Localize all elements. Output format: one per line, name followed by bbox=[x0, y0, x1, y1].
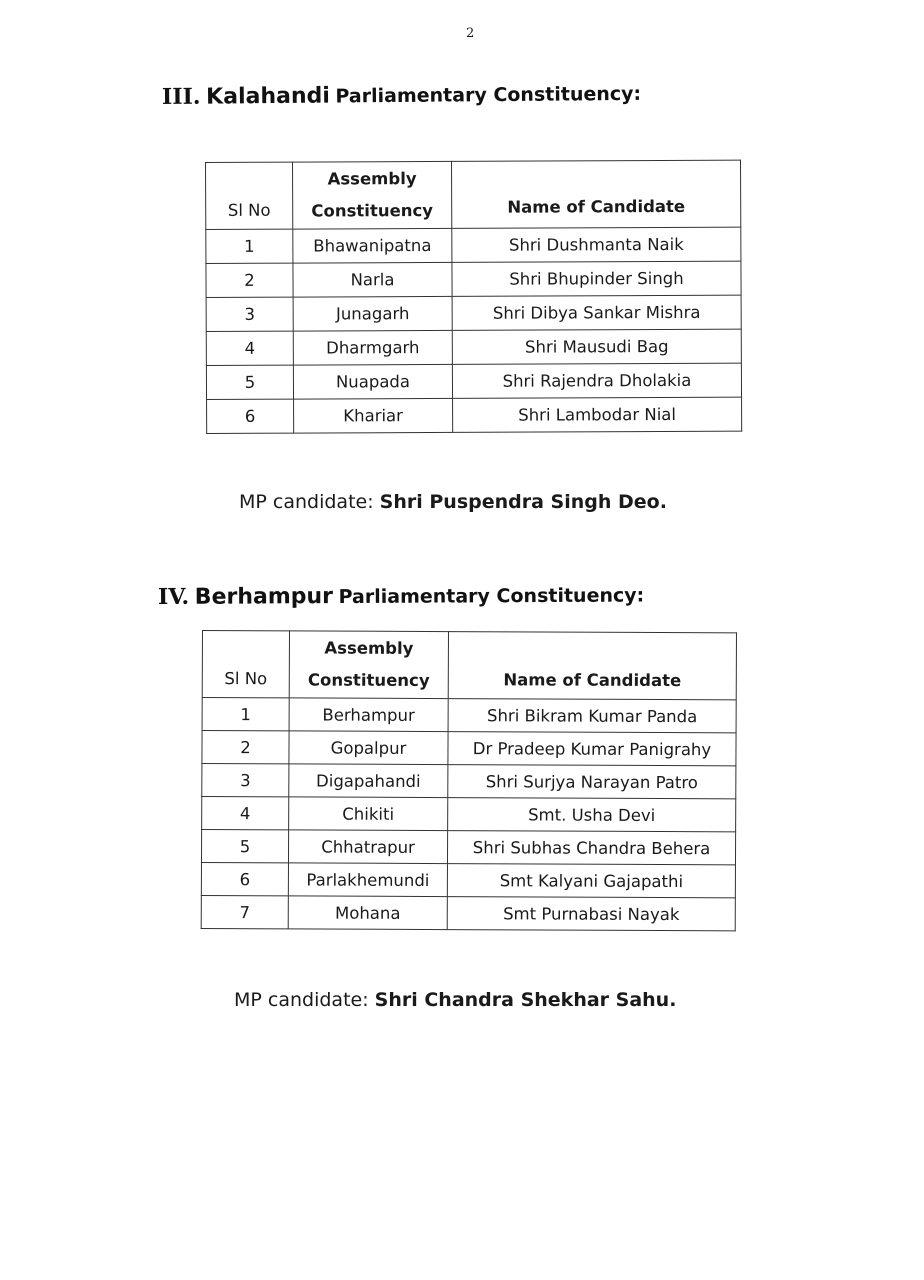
cell-sl-no: 6 bbox=[207, 399, 294, 433]
header-sl-no: Sl No bbox=[202, 631, 289, 698]
cell-candidate: Shri Subhas Chandra Behera bbox=[447, 831, 735, 865]
cell-candidate: Shri Mausudi Bag bbox=[452, 329, 741, 364]
table-row bbox=[207, 397, 742, 433]
cell-sl-no: 3 bbox=[202, 764, 289, 797]
cell-candidate: Shri Bhupinder Singh bbox=[452, 261, 741, 296]
header-line-1: Assembly bbox=[327, 169, 417, 189]
table-row bbox=[202, 731, 736, 766]
cell-sl-no: 4 bbox=[206, 331, 293, 365]
cell-candidate: Shri Rajendra Dholakia bbox=[452, 363, 741, 398]
table-row bbox=[202, 698, 736, 733]
mp-label: MP candidate: bbox=[234, 989, 369, 1011]
header-name-of-candidate: Name of Candidate bbox=[448, 632, 736, 700]
cell-sl-no: 2 bbox=[206, 263, 293, 297]
constituency-name: Berhampur bbox=[194, 584, 334, 610]
table-row bbox=[201, 830, 735, 865]
cell-sl-no: 1 bbox=[202, 698, 289, 731]
cell-sl-no: 2 bbox=[202, 731, 289, 764]
mp-candidate-kalahandi bbox=[239, 491, 667, 513]
table-row bbox=[206, 295, 741, 331]
cell-assembly: Chikiti bbox=[289, 797, 448, 831]
table-row bbox=[202, 797, 736, 832]
cell-sl-no: 3 bbox=[206, 297, 293, 331]
mp-name: Shri Chandra Shekhar Sahu. bbox=[374, 989, 677, 1011]
cell-assembly: Khariar bbox=[294, 398, 453, 433]
cell-candidate: Shri Dushmanta Naik bbox=[452, 227, 741, 262]
cell-candidate: Shri Lambodar Nial bbox=[453, 397, 742, 432]
cell-candidate: Smt Purnabasi Nayak bbox=[447, 897, 735, 931]
cell-sl-no: 5 bbox=[206, 365, 293, 399]
cell-assembly: Narla bbox=[293, 262, 452, 297]
header-name-of-candidate: Name of Candidate bbox=[451, 160, 740, 228]
mp-candidate-berhampur bbox=[234, 989, 676, 1011]
header-line-1: Assembly bbox=[324, 638, 414, 658]
cell-sl-no: 1 bbox=[206, 229, 293, 263]
header-line-2: Constituency bbox=[307, 670, 430, 690]
cell-assembly: Dharmgarh bbox=[293, 330, 452, 365]
page-number: 2 bbox=[466, 26, 475, 41]
header-line-2: Constituency bbox=[311, 201, 434, 221]
candidate-table-kalahandi bbox=[205, 160, 742, 434]
header-assembly-constituency bbox=[289, 631, 448, 699]
cell-candidate: Dr Pradeep Kumar Panigrahy bbox=[448, 732, 736, 766]
table-row bbox=[206, 329, 741, 365]
cell-candidate: Shri Dibya Sankar Mishra bbox=[452, 295, 741, 330]
constituency-type: Parliamentary Constituency: bbox=[335, 82, 642, 108]
cell-assembly: Junagarh bbox=[293, 296, 452, 331]
cell-assembly: Nuapada bbox=[293, 364, 452, 399]
cell-assembly: Digapahandi bbox=[289, 764, 448, 798]
cell-sl-no: 7 bbox=[201, 895, 288, 928]
table-row bbox=[206, 261, 741, 297]
table-row bbox=[206, 227, 741, 263]
constituency-type: Parliamentary Constituency: bbox=[338, 584, 645, 609]
table-row bbox=[201, 862, 735, 897]
table-header-row bbox=[202, 631, 736, 700]
header-assembly-constituency bbox=[293, 161, 452, 229]
mp-name: Shri Puspendra Singh Deo. bbox=[379, 491, 667, 513]
candidate-table-berhampur bbox=[201, 630, 737, 931]
cell-assembly: Berhampur bbox=[289, 698, 448, 732]
cell-candidate: Smt. Usha Devi bbox=[448, 798, 736, 832]
constituency-name: Kalahandi bbox=[206, 83, 330, 110]
cell-candidate: Smt Kalyani Gajapathi bbox=[447, 864, 735, 898]
cell-assembly: Chhatrapur bbox=[288, 830, 447, 864]
table-row bbox=[206, 363, 741, 399]
cell-assembly: Bhawanipatna bbox=[293, 228, 452, 263]
section-numeral: IV. bbox=[157, 583, 190, 610]
cell-sl-no: 4 bbox=[202, 797, 289, 830]
cell-sl-no: 5 bbox=[201, 830, 288, 863]
cell-assembly: Parlakhemundi bbox=[288, 863, 447, 897]
cell-assembly: Mohana bbox=[288, 896, 447, 930]
cell-sl-no: 6 bbox=[201, 862, 288, 895]
table-header-row bbox=[206, 160, 741, 229]
table-row bbox=[201, 895, 735, 930]
section-heading-kalahandi bbox=[162, 80, 641, 110]
header-sl-no: Sl No bbox=[206, 162, 293, 229]
section-numeral: III. bbox=[161, 83, 201, 110]
table-row bbox=[202, 764, 736, 799]
mp-label: MP candidate: bbox=[239, 491, 374, 513]
cell-candidate: Shri Bikram Kumar Panda bbox=[448, 699, 736, 733]
cell-candidate: Shri Surjya Narayan Patro bbox=[448, 765, 736, 799]
cell-assembly: Gopalpur bbox=[289, 731, 448, 765]
section-heading-berhampur bbox=[158, 581, 644, 610]
